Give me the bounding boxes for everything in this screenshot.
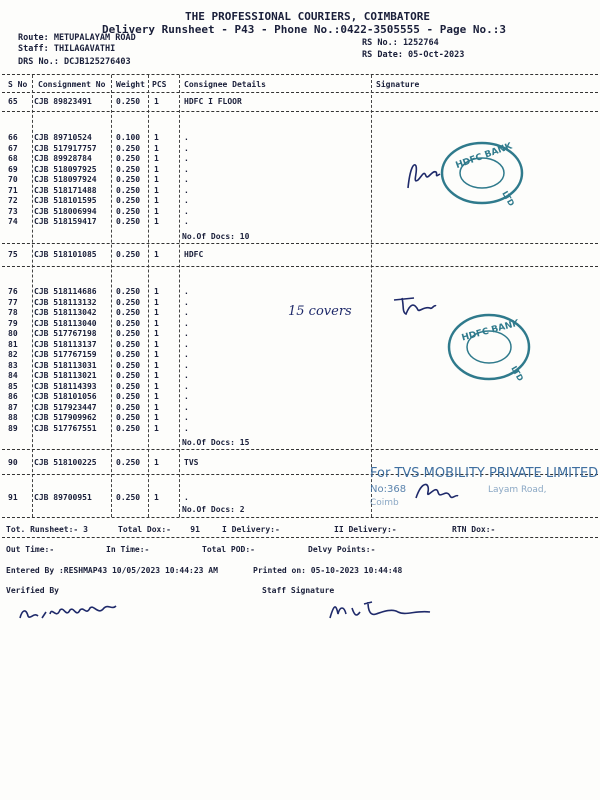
totals-rule	[2, 537, 598, 538]
group-rule	[2, 449, 598, 450]
rs-date: RS Date: 05-Oct-2023	[362, 50, 465, 60]
cell-cno: CJB 518159417	[34, 217, 97, 226]
hdfc-bank-stamp	[445, 310, 535, 385]
table-row	[0, 287, 600, 297]
cell-pcs: 1	[154, 402, 159, 412]
cell-cons: .	[184, 206, 189, 216]
cell-wt: 0.250	[116, 360, 141, 370]
svg-text:For TVS MOBILITY PRIVATE LIMIT: For TVS MOBILITY PRIVATE LIMITED	[370, 466, 599, 481]
cell-cons: .	[184, 402, 189, 412]
printed-on: Printed on: 05-10-2023 10:44:48	[253, 566, 403, 575]
cell-sno: 76	[8, 287, 18, 296]
cell-cno: CJB 517909962	[34, 413, 97, 422]
cell-pcs: 1	[154, 297, 159, 307]
cell-sno: 74	[8, 217, 18, 226]
table-bottom-rule	[2, 517, 598, 518]
cell-cno: CJB 518097924	[34, 175, 97, 184]
cell-cno: CJB 518113132	[34, 297, 97, 307]
col-sno: S No	[8, 80, 28, 89]
cell-sno: 77	[8, 297, 18, 307]
cell-wt: 0.250	[116, 185, 141, 195]
cell-wt: 0.250	[116, 308, 141, 317]
cell-cno: CJB 517767551	[34, 423, 97, 433]
group-rule	[2, 243, 598, 244]
cell-pcs: 1	[154, 250, 159, 259]
cell-cons: TVS	[184, 458, 199, 467]
rtn-dox: RTN Dox:-	[452, 525, 496, 534]
cell-pcs: 1	[154, 97, 159, 106]
cell-wt: 0.250	[116, 287, 141, 296]
cell-cno: CJB 517767198	[34, 329, 97, 338]
svg-text:HDFC BANK: HDFC BANK	[454, 141, 514, 172]
cell-wt: 0.250	[116, 381, 141, 391]
cell-pcs: 1	[154, 206, 159, 216]
svg-text:Coimb: Coimb	[370, 498, 399, 508]
cell-wt: 0.250	[116, 350, 141, 359]
cell-cno: CJB 518114393	[34, 381, 97, 391]
group-rule	[2, 111, 598, 112]
svg-text:Layam Road,: Layam Road,	[488, 485, 547, 495]
cell-cons: .	[184, 329, 189, 338]
cell-sno: 79	[8, 318, 18, 328]
cell-cno: CJB 518097925	[34, 164, 97, 174]
cell-sno: 80	[8, 329, 18, 338]
cell-sno: 88	[8, 413, 18, 422]
cell-cno: CJB 517917757	[34, 143, 97, 153]
table-row	[0, 217, 600, 227]
cell-sno: 67	[8, 143, 18, 153]
drs-label: DRS No.: DCJB125276403	[18, 57, 131, 67]
cell-cons: .	[184, 154, 189, 163]
entered-by: Entered By :RESHMAP43 10/05/2023 10:44:23 AM	[6, 566, 218, 575]
total-runsheet: Tot. Runsheet:- 3	[6, 525, 88, 534]
cell-sno: 86	[8, 392, 18, 401]
cell-pcs: 1	[154, 318, 159, 328]
cell-wt: 0.250	[116, 318, 141, 328]
cell-sno: 89	[8, 423, 18, 433]
cell-cno: CJB 89823491	[34, 97, 92, 106]
cell-wt: 0.250	[116, 423, 141, 433]
cell-sno: 70	[8, 175, 18, 184]
total-dox: Total Dox:- 91	[118, 525, 200, 534]
cell-pcs: 1	[154, 154, 159, 163]
table-row	[0, 403, 600, 413]
cell-pcs: 1	[154, 413, 159, 422]
col-consignee: Consignee Details	[184, 80, 266, 89]
cell-sno: 83	[8, 360, 18, 370]
table-header-rule	[2, 92, 598, 93]
cell-sno: 85	[8, 381, 18, 391]
cell-wt: 0.250	[116, 297, 141, 307]
cell-pcs: 1	[154, 217, 159, 226]
rs-number: RS No.: 1252764	[362, 38, 439, 48]
cell-sno: 91	[8, 493, 18, 502]
cell-pcs: 1	[154, 175, 159, 184]
cell-cons: .	[184, 308, 189, 317]
cell-pcs: 1	[154, 287, 159, 296]
cell-pcs: 1	[154, 423, 159, 433]
cell-wt: 0.250	[116, 339, 141, 349]
cell-wt: 0.250	[116, 250, 141, 259]
staff-signature-label: Staff Signature	[262, 586, 335, 595]
cell-pcs: 1	[154, 392, 159, 401]
cell-pcs: 1	[154, 164, 159, 174]
table-top-rule	[2, 74, 598, 75]
table-row	[0, 97, 600, 107]
cell-pcs: 1	[154, 371, 159, 380]
cell-cons: .	[184, 143, 189, 153]
verified-by-label: Verified By	[6, 586, 59, 595]
cell-wt: 0.250	[116, 392, 141, 401]
signature-scribble	[412, 478, 458, 508]
cell-wt: 0.250	[116, 97, 141, 106]
cell-cons: .	[184, 196, 189, 205]
cell-pcs: 1	[154, 458, 159, 467]
cell-cno: CJB 518100225	[34, 458, 97, 467]
cell-sno: 87	[8, 402, 18, 412]
cell-pcs: 1	[154, 493, 159, 502]
docs-count: No.Of Docs: 10	[182, 232, 250, 241]
cell-sno: 73	[8, 206, 18, 216]
cell-pcs: 1	[154, 133, 159, 142]
total-pod: Total POD:-	[202, 545, 255, 554]
cell-wt: 0.250	[116, 329, 141, 338]
col-pcs: PCS	[152, 80, 167, 89]
cell-cons: .	[184, 360, 189, 370]
cell-cno: CJB 518006994	[34, 206, 97, 216]
cell-cno: CJB 518101085	[34, 250, 97, 259]
route-label: Route: METUPALAYAM ROAD	[18, 33, 136, 43]
cell-pcs: 1	[154, 308, 159, 317]
cell-cons: .	[184, 423, 189, 433]
cell-pcs: 1	[154, 350, 159, 359]
cell-pcs: 1	[154, 360, 159, 370]
cell-sno: 69	[8, 164, 18, 174]
cell-cno: CJB 518113040	[34, 318, 97, 328]
cell-pcs: 1	[154, 329, 159, 338]
cell-sno: 84	[8, 371, 18, 380]
tvs-stamp	[368, 460, 599, 510]
cell-sno: 75	[8, 250, 18, 259]
i-delivery: I Delivery:-	[222, 525, 280, 534]
cell-cno: CJB 518114686	[34, 287, 97, 296]
cell-wt: 0.250	[116, 143, 141, 153]
cell-pcs: 1	[154, 339, 159, 349]
table-row	[0, 250, 600, 260]
cell-cno: CJB 518113031	[34, 360, 97, 370]
cell-wt: 0.250	[116, 493, 141, 502]
cell-sno: 71	[8, 185, 18, 195]
cell-cno: CJB 89700951	[34, 493, 92, 502]
col-consignment: Consignment No	[38, 80, 106, 89]
svg-text:No:368: No:368	[370, 484, 407, 495]
cell-cons: .	[184, 164, 189, 174]
handwritten-count	[286, 300, 354, 320]
cell-sno: 90	[8, 458, 18, 467]
staff-signature-scribble	[326, 596, 436, 622]
cell-pcs: 1	[154, 185, 159, 195]
cell-wt: 0.250	[116, 371, 141, 380]
cell-pcs: 1	[154, 143, 159, 153]
signature-scribble	[404, 158, 444, 194]
cell-wt: 0.250	[116, 196, 141, 205]
cell-cons: .	[184, 133, 189, 142]
svg-text:LTD: LTD	[500, 189, 516, 208]
cell-wt: 0.250	[116, 154, 141, 163]
cell-sno: 66	[8, 133, 18, 142]
cell-cons: .	[184, 217, 189, 226]
cell-cno: CJB 89928784	[34, 154, 92, 163]
cell-pcs: 1	[154, 196, 159, 205]
cell-wt: 0.100	[116, 133, 141, 142]
signature-scribble	[392, 292, 438, 318]
cell-cons: .	[184, 175, 189, 184]
cell-sno: 65	[8, 97, 18, 106]
in-time: In Time:-	[106, 545, 150, 554]
staff-label: Staff: THILAGAVATHI	[18, 44, 116, 54]
cell-cno: CJB 518101056	[34, 392, 97, 401]
cell-wt: 0.250	[116, 413, 141, 422]
cell-cons: .	[184, 318, 189, 328]
cell-cno: CJB 517923447	[34, 402, 97, 412]
cell-wt: 0.250	[116, 458, 141, 467]
col-weight: Weight	[116, 80, 145, 89]
out-time: Out Time:-	[6, 545, 55, 554]
cell-wt: 0.250	[116, 206, 141, 216]
cell-cons: .	[184, 185, 189, 195]
col-signature: Signature	[376, 80, 420, 89]
group-rule	[2, 266, 598, 267]
cell-cons: .	[184, 381, 189, 391]
page-subtitle: Delivery Runsheet - P43 - Phone No.:0422-3505555 - Page No.:3	[102, 23, 506, 36]
hdfc-bank-stamp	[438, 138, 528, 208]
cell-sno: 72	[8, 196, 18, 205]
cell-cons: .	[184, 287, 189, 296]
cell-cons: .	[184, 297, 189, 307]
company-title: THE PROFESSIONAL COURIERS, COIMBATORE	[185, 10, 431, 23]
cell-cons: .	[184, 392, 189, 401]
cell-sno: 82	[8, 350, 18, 359]
delvy-points: Delvy Points:-	[308, 545, 376, 554]
table-row	[0, 207, 600, 217]
cell-wt: 0.250	[116, 402, 141, 412]
cell-sno: 68	[8, 154, 18, 163]
cell-cno: CJB 89710524	[34, 133, 92, 142]
cell-sno: 78	[8, 308, 18, 317]
docs-count: No.Of Docs: 15	[182, 438, 250, 447]
cell-cno: CJB 518171488	[34, 185, 97, 195]
cell-pcs: 1	[154, 381, 159, 391]
cell-cons: .	[184, 339, 189, 349]
verified-by-signature	[16, 596, 126, 626]
cell-cons: .	[184, 413, 189, 422]
cell-sno: 81	[8, 339, 18, 349]
cell-cons: .	[184, 371, 189, 380]
cell-wt: 0.250	[116, 217, 141, 226]
cell-cons: HDFC I FLOOR	[184, 97, 242, 106]
svg-text:LTD: LTD	[509, 364, 525, 383]
cell-cons: HDFC	[184, 250, 204, 259]
table-row	[0, 392, 600, 402]
handwritten-count-text: 15 covers	[288, 304, 352, 319]
cell-cons: .	[184, 350, 189, 359]
cell-wt: 0.250	[116, 175, 141, 184]
cell-cno: CJB 518101595	[34, 196, 97, 205]
table-row	[0, 424, 600, 434]
cell-wt: 0.250	[116, 164, 141, 174]
cell-cno: CJB 518113137	[34, 339, 97, 349]
docs-count: No.Of Docs: 2	[182, 505, 245, 514]
cell-cno: CJB 517767159	[34, 350, 97, 359]
table-row	[0, 413, 600, 423]
cell-cons: .	[184, 493, 189, 502]
cell-cno: CJB 518113021	[34, 371, 97, 380]
svg-text:HDFC BANK: HDFC BANK	[460, 318, 521, 344]
ii-delivery: II Delivery:-	[334, 525, 397, 534]
cell-cno: CJB 518113042	[34, 308, 97, 317]
